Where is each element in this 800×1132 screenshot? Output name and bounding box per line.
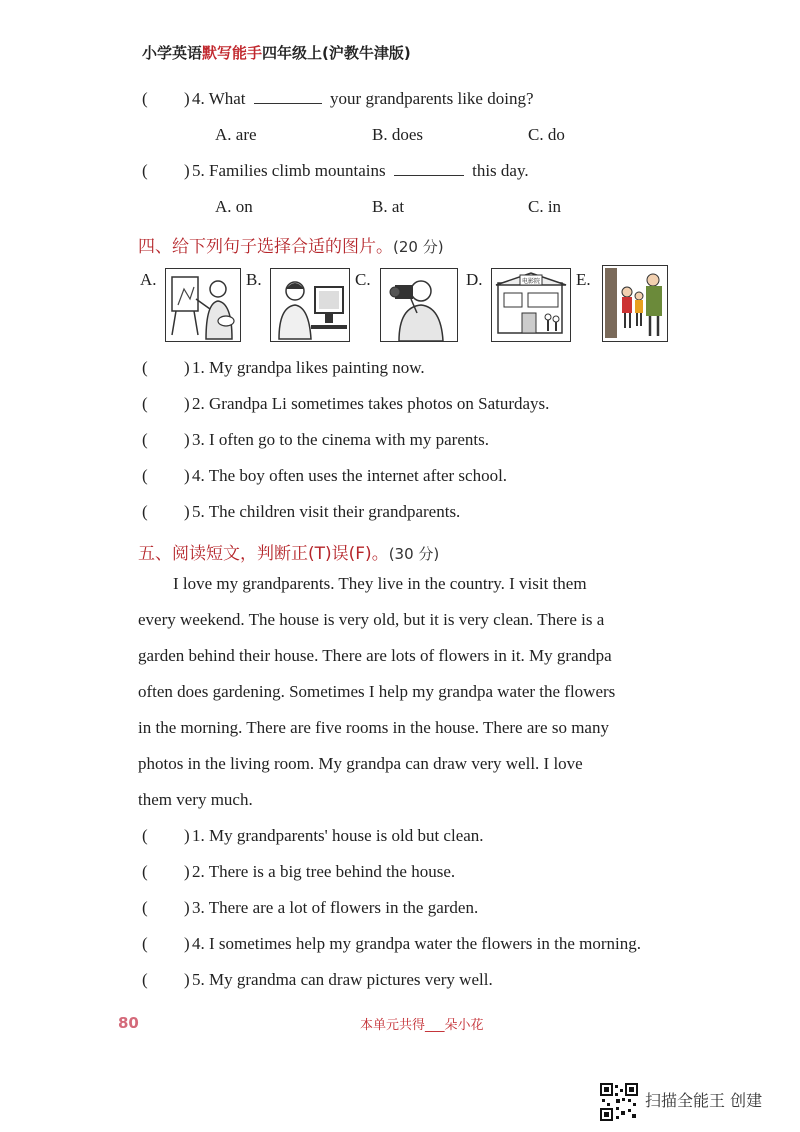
page-header [142, 42, 411, 63]
list-item [142, 970, 742, 994]
header-series: 默写能手 [202, 44, 263, 62]
answer-paren-open[interactable]: ( [142, 466, 148, 485]
question-row [142, 161, 742, 185]
question-number: 5. [192, 161, 205, 180]
passage-line: in the morning. There are five rooms in the house. There are so many [138, 718, 609, 737]
list-item [142, 394, 742, 418]
item-text: 5. The children visit their grandparents. [192, 502, 461, 521]
question-before-blank: What [208, 89, 246, 108]
answer-paren-open[interactable]: ( [142, 826, 148, 845]
list-item [142, 466, 742, 490]
answer-paren-open[interactable]: ( [142, 970, 148, 989]
picture-letter-e: E. [576, 270, 591, 289]
section-4-title [138, 232, 444, 257]
question-after-blank: this day. [472, 161, 529, 180]
qr-code-icon [600, 1083, 638, 1121]
question-number: 4. [192, 89, 205, 108]
picture-letter-a: A. [140, 270, 157, 289]
section-5-heading: 五、阅读短文，判断正(T)误(F)。 [138, 544, 389, 564]
scanner-watermark: 扫描全能王 创建 [645, 1091, 763, 1110]
item-text: 4. The boy often uses the internet after school. [192, 466, 508, 485]
item-text: 5. My grandma can draw pictures very well. [192, 970, 493, 989]
answer-paren-close: ) [184, 898, 190, 917]
section-4-heading: 四、给下列句子选择合适的图片。 [138, 237, 393, 257]
picture-letter-b: B. [246, 270, 262, 289]
passage-line: garden behind their house. There are lots of flowers in it. My grandpa [138, 646, 612, 665]
list-item [142, 898, 742, 922]
item-text: 3. I often go to the cinema with my parents. [192, 430, 489, 449]
camera-grandpa-icon [381, 269, 457, 341]
list-item [142, 934, 742, 958]
picture-d-cinema [491, 268, 571, 342]
answer-paren-open[interactable]: ( [142, 394, 148, 413]
question-after-blank: your grandparents like doing? [330, 89, 534, 108]
item-text: 4. I sometimes help my grandpa water the flowers in the morning. [192, 934, 641, 953]
answer-paren-close: ) [184, 358, 190, 377]
question-row [142, 89, 742, 113]
unit-score-line: 本单元共得___朵小花 [360, 1018, 484, 1033]
answer-paren-close: ) [184, 934, 190, 953]
answer-paren-close: ) [184, 826, 190, 845]
answer-paren-open[interactable]: ( [142, 934, 148, 953]
picture-b-computer [270, 268, 350, 342]
option-b: B. does [372, 125, 423, 144]
item-text: 3. There are a lot of flowers in the garden. [192, 898, 479, 917]
picture-e-visit [602, 265, 668, 342]
answer-paren-open[interactable]: ( [142, 358, 148, 377]
answer-paren-close: ) [184, 502, 190, 521]
option-a: A. on [215, 197, 253, 216]
list-item [142, 826, 742, 850]
family-visit-icon [603, 266, 667, 341]
header-subject: 小学英语 [142, 44, 203, 62]
answer-paren-close: ) [184, 466, 190, 485]
list-item [142, 862, 742, 886]
answer-paren-open[interactable]: ( [142, 502, 148, 521]
passage-line: often does gardening. Sometimes I help my grandpa water the flowers [138, 682, 616, 701]
answer-paren-open[interactable]: ( [142, 862, 148, 881]
item-text: 2. Grandpa Li sometimes takes photos on Saturdays. [192, 394, 550, 413]
item-text: 1. My grandparents' house is old but clean. [192, 826, 484, 845]
picture-c-photo [380, 268, 458, 342]
passage-line: photos in the living room. My grandpa can draw very well. I love [138, 754, 583, 773]
cinema-building-icon [492, 269, 570, 341]
answer-paren-close: ) [184, 89, 190, 108]
option-b: B. at [372, 197, 405, 216]
question-text [192, 89, 534, 109]
passage-line: I love my grandparents. They live in the country. I visit them [173, 574, 587, 593]
section-5-title [138, 539, 439, 564]
answer-paren-close: ) [184, 970, 190, 989]
list-item [142, 358, 742, 382]
fill-blank[interactable] [394, 163, 464, 176]
fill-blank[interactable] [254, 91, 322, 104]
option-a: A. are [215, 125, 257, 144]
answer-paren-close: ) [184, 862, 190, 881]
answer-paren-open[interactable]: ( [142, 89, 148, 108]
question-before-blank: Families climb mountains [209, 161, 386, 180]
option-c: C. do [528, 125, 565, 144]
list-item [142, 430, 742, 454]
option-c: C. in [528, 197, 562, 216]
answer-paren-close: ) [184, 430, 190, 449]
section-5-score: (30 分) [388, 545, 440, 563]
picture-letter-c: C. [355, 270, 371, 289]
passage-line: every weekend. The house is very old, but it is very clean. There is a [138, 610, 605, 629]
passage-line: them very much. [138, 790, 253, 809]
question-text [192, 161, 529, 181]
boy-computer-icon [271, 269, 349, 341]
cinema-sign-text: 电影院 [521, 278, 541, 285]
answer-paren-open[interactable]: ( [142, 430, 148, 449]
answer-paren-open[interactable]: ( [142, 898, 148, 917]
answer-paren-open[interactable]: ( [142, 161, 148, 180]
answer-paren-close: ) [184, 394, 190, 413]
list-item [142, 502, 742, 526]
picture-letter-d: D. [466, 270, 483, 289]
section-4-score: (20 分) [393, 238, 444, 256]
item-text: 2. There is a big tree behind the house. [192, 862, 456, 881]
item-text: 1. My grandpa likes painting now. [192, 358, 425, 377]
answer-paren-close: ) [184, 161, 190, 180]
header-grade: 四年级上(沪教牛津版) [262, 44, 411, 62]
picture-a-painting [165, 268, 241, 342]
page-number: 80 [118, 1014, 139, 1032]
painting-grandpa-icon [166, 269, 240, 341]
